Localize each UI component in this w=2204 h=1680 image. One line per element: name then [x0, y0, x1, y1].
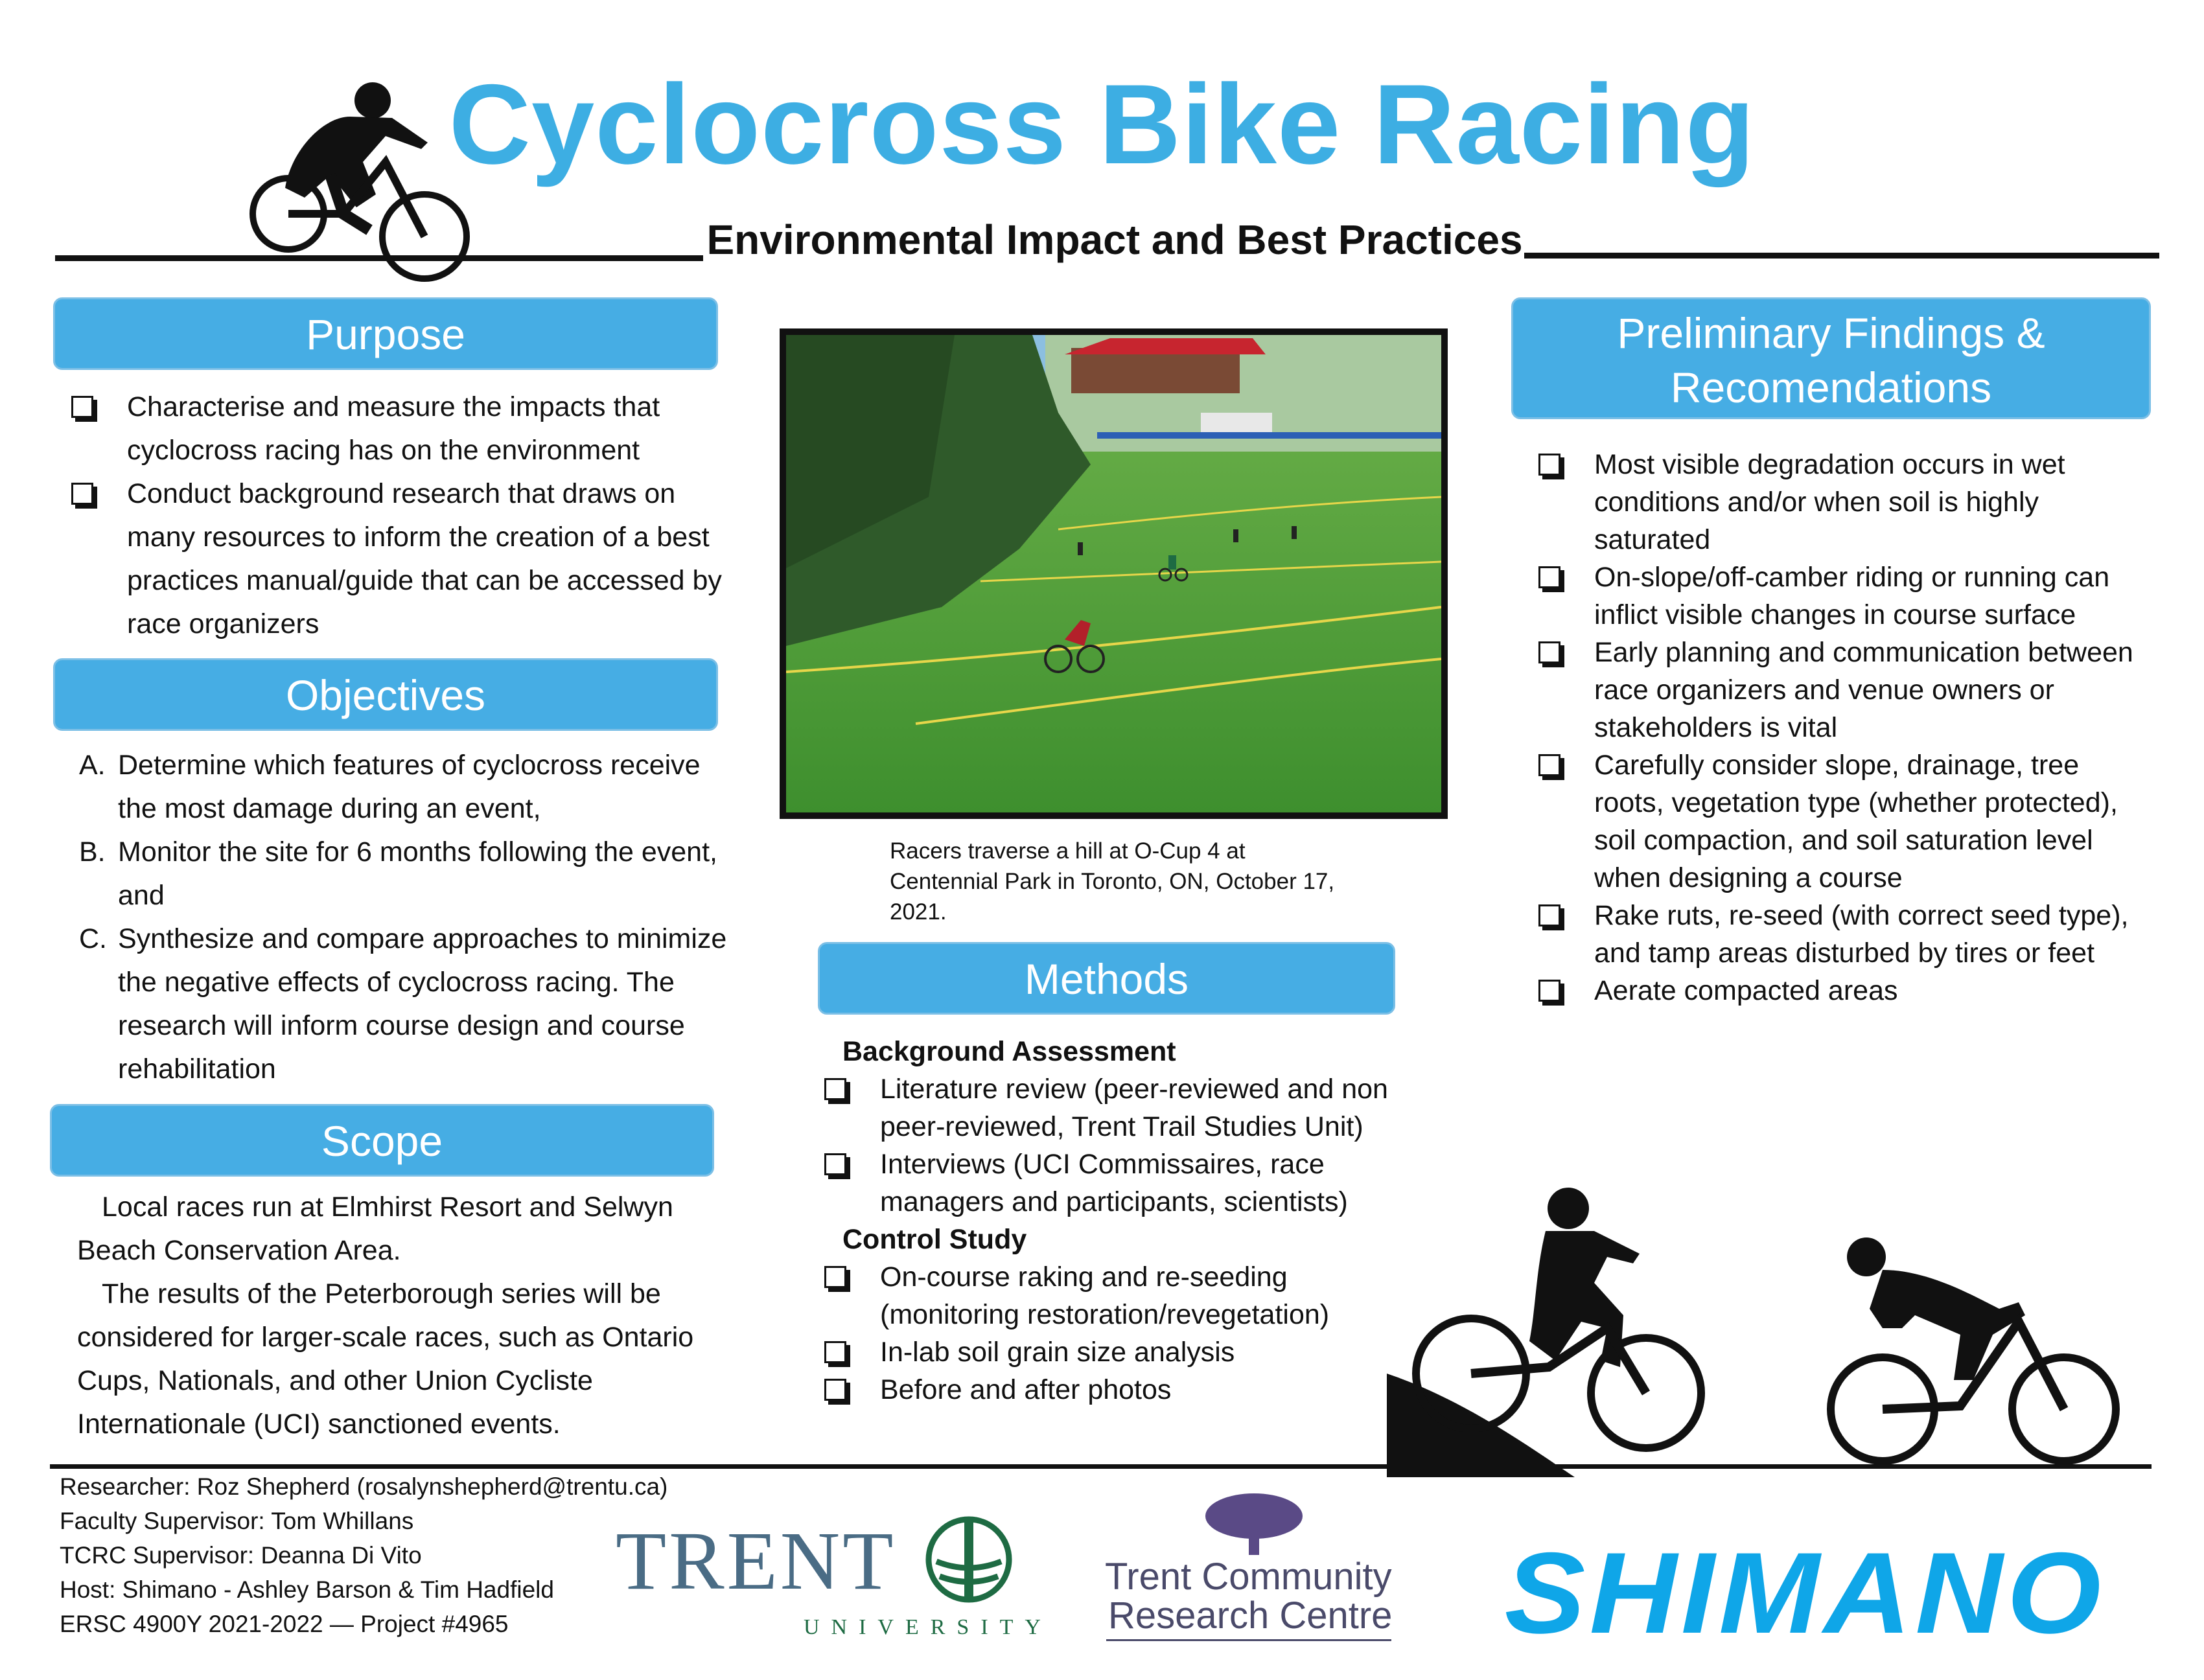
- checkbox-icon: [1538, 904, 1560, 926]
- photo-caption: Racers traverse a hill at O-Cup 4 at Centennial Park in Toronto, ON, October 17, 2021.: [890, 838, 1335, 925]
- trent-university-logo: [616, 1515, 1052, 1649]
- poster-subtitle: Environmental Impact and Best Practices: [706, 216, 1523, 263]
- checkbox-icon: [824, 1153, 846, 1175]
- checkbox-icon: [824, 1379, 846, 1401]
- checkbox-icon: [1538, 641, 1560, 663]
- trent-subtitle: UNIVERSITY: [804, 1615, 1052, 1639]
- footer-line: Host: Shimano - Ashley Barson & Tim Hadfield: [60, 1576, 554, 1603]
- footer-credits: [60, 1469, 708, 1641]
- tcrc-underline: [1106, 1639, 1391, 1641]
- cyclist-silhouette-icon: [246, 78, 480, 285]
- findings-header-line: Preliminary Findings &: [1617, 309, 2045, 357]
- race-photo: [780, 328, 1448, 819]
- list-item: On-course raking and re-seeding (monitoring restoration/revegetation): [823, 1258, 1406, 1333]
- trent-wordmark: TRENT: [616, 1515, 896, 1607]
- checkbox-icon: [71, 483, 93, 505]
- list-item: Carefully consider slope, drainage, tree roots, vegetation type (whether protected), soil compaction, and soil saturation level when designing a course: [1537, 746, 2153, 897]
- methods-header: Methods: [818, 942, 1395, 1015]
- footer-line: Researcher: Roz Shepherd (rosalynshepherd@trentu.ca): [60, 1473, 668, 1500]
- findings-list: [1537, 446, 2153, 1009]
- checkbox-icon: [1538, 454, 1560, 476]
- control-study-title: Control Study: [842, 1224, 1027, 1255]
- methods-content: [823, 1033, 1406, 1409]
- tcrc-logo: [1098, 1490, 1403, 1639]
- list-item: Interviews (UCI Commissaires, race managers and participants, scientists): [823, 1145, 1406, 1221]
- shimano-logo: SHIMANO: [1504, 1528, 2105, 1657]
- tcrc-line-1: Trent Community: [1105, 1556, 1392, 1598]
- control-study-list: [823, 1258, 1406, 1409]
- footer-rule: [50, 1464, 2152, 1469]
- list-item: B. Monitor the site for 6 months following the event, and: [79, 836, 717, 911]
- scope-text: [77, 1186, 725, 1446]
- poster-title: Cyclocross Bike Racing: [448, 62, 1756, 188]
- checkbox-icon: [824, 1341, 846, 1363]
- tcrc-line-2: Research Centre: [1108, 1594, 1393, 1637]
- purpose-header: Purpose: [53, 297, 718, 370]
- checkbox-icon: [1538, 566, 1560, 588]
- list-item: Aerate compacted areas: [1537, 972, 2153, 1009]
- race-photo-image: [786, 335, 1441, 812]
- list-item: On-slope/off-camber riding or running can inflict visible changes in course surface: [1537, 558, 2153, 634]
- findings-header-line: Recomendations: [1670, 363, 1992, 411]
- list-item: Early planning and communication between race organizers and venue owners or stakeholders is vital: [1537, 634, 2153, 746]
- background-assessment-title: Background Assessment: [842, 1036, 1176, 1067]
- footer-line: Faculty Supervisor: Tom Whillans: [60, 1508, 414, 1534]
- list-item: Rake ruts, re-seed (with correct seed type), and tamp areas disturbed by tires or feet: [1537, 897, 2153, 972]
- list-item: Characterise and measure the impacts that cyclocross racing has on the environment: [70, 385, 731, 472]
- checkbox-icon: [1538, 980, 1560, 1002]
- list-item: In-lab soil grain size analysis: [823, 1333, 1406, 1371]
- trent-emblem-icon: [923, 1513, 1014, 1610]
- list-item: Most visible degradation occurs in wet conditions and/or when soil is highly saturated: [1537, 446, 2153, 558]
- checkbox-icon: [1538, 754, 1560, 776]
- findings-header: [1511, 297, 2151, 419]
- footer-line: ERSC 4900Y 2021-2022 — Project #4965: [60, 1611, 509, 1637]
- objectives-list: [54, 744, 728, 1091]
- list-item: C. Synthesize and compare approaches to minimize the negative effects of cyclocross racing. The research will inform course design and course rehabilitation: [79, 923, 727, 1085]
- uphill-cyclist-silhouette-icon: [1387, 1179, 1711, 1477]
- header-rule-right: [1524, 253, 2159, 259]
- tree-icon: [1202, 1490, 1306, 1555]
- checkbox-icon: [824, 1266, 846, 1288]
- footer-line: TCRC Supervisor: Deanna Di Vito: [60, 1542, 422, 1569]
- checkbox-icon: [71, 396, 93, 418]
- objectives-header: Objectives: [53, 658, 718, 731]
- list-item: Before and after photos: [823, 1371, 1406, 1409]
- road-cyclist-silhouette-icon: [1824, 1231, 2122, 1477]
- checkbox-icon: [824, 1078, 846, 1100]
- scope-paragraph: Local races run at Elmhirst Resort and Selwyn Beach Conservation Area.: [77, 1191, 673, 1266]
- list-item: Literature review (peer-reviewed and non peer-reviewed, Trent Trail Studies Unit): [823, 1070, 1406, 1145]
- purpose-list: [70, 385, 731, 646]
- scope-header: Scope: [50, 1104, 714, 1177]
- background-assessment-list: [823, 1070, 1406, 1221]
- list-item: A. Determine which features of cyclocross receive the most damage during an event,: [79, 750, 701, 824]
- list-item: Conduct background research that draws on many resources to inform the creation of a best practices manual/guide that can be accessed by race organizers: [70, 472, 731, 646]
- scope-paragraph: The results of the Peterborough series will be considered for larger-scale races, such as Ontario Cups, Nationals, and other Union Cycliste Internationale (UCI) sanctioned events.: [77, 1278, 694, 1440]
